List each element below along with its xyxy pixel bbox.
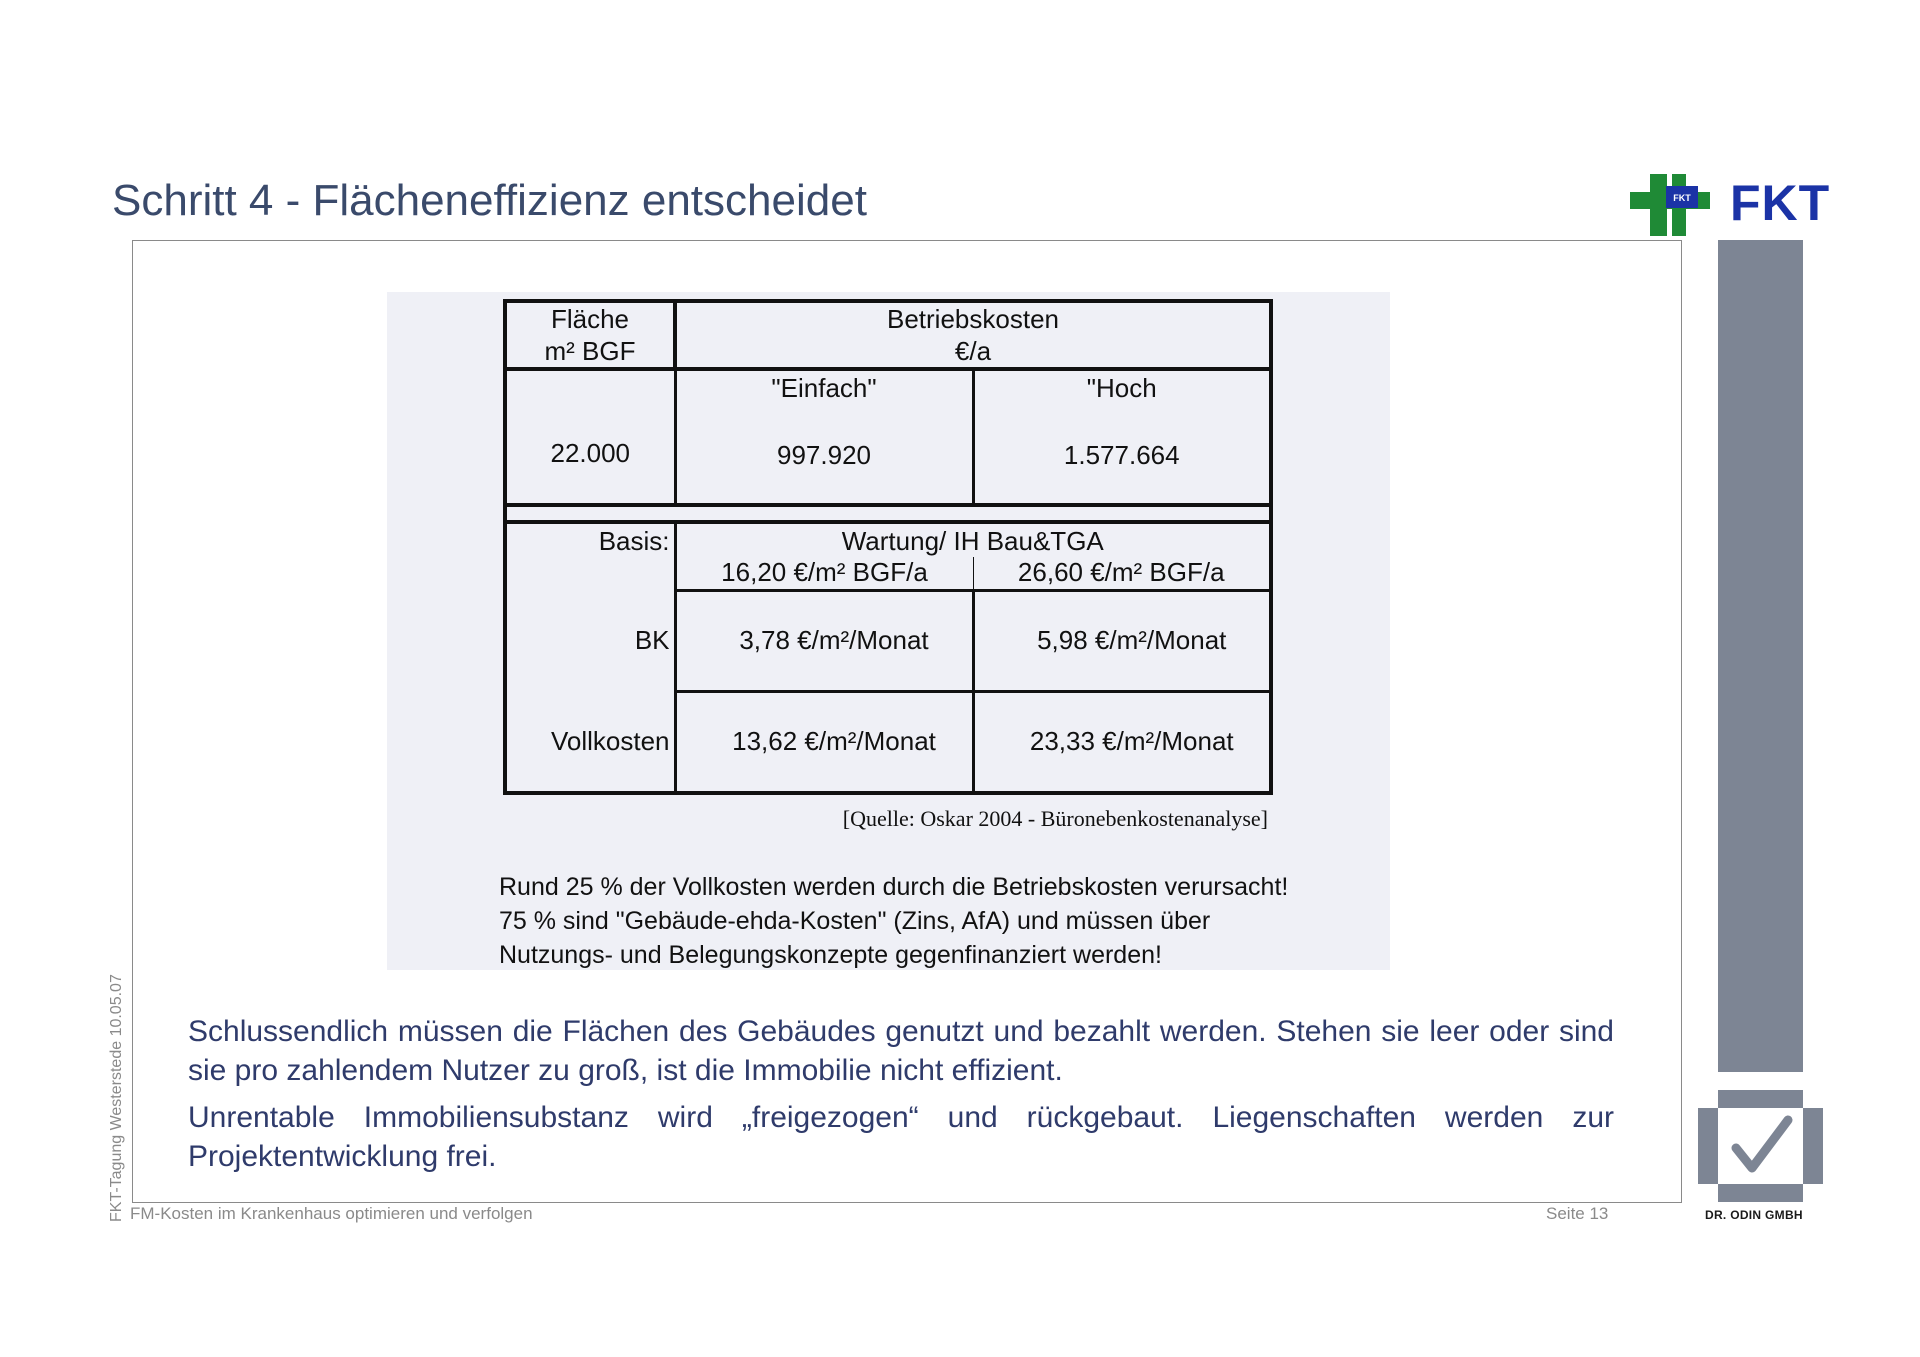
footer-title: FM-Kosten im Krankenhaus optimieren und verfolgen: [130, 1204, 533, 1223]
fkt-logo-text: FKT: [1730, 175, 1831, 231]
page-title: Schritt 4 - Flächeneffizienz entscheidet: [112, 176, 867, 225]
cost-header: Betriebskosten €/a: [675, 301, 1271, 369]
page-number: Seite 13: [1546, 1204, 1609, 1223]
panel-line: Rund 25 % der Vollkosten werden durch die Betriebskosten verursacht!: [499, 873, 1289, 901]
logo-cross-label: FKT: [1673, 193, 1691, 203]
body-paragraph: Unrentable Immobiliensubstanz wird „freigezogen“ und rückgebaut. Liegenschaften werden zur Projektentwicklung frei.: [188, 1101, 1614, 1173]
company-name: DR. ODIN GMBH: [1705, 1208, 1803, 1222]
table-separator: [505, 505, 1271, 522]
simple-value: 997.920: [777, 440, 871, 470]
side-event-label: FKT-Tagung Westerstede 10.05.07: [108, 974, 125, 1222]
area-header: Fläche m² BGF: [505, 301, 675, 369]
high-value: 1.577.664: [1063, 440, 1180, 470]
vollkosten-label: Vollkosten: [505, 691, 675, 793]
panel-line: Nutzungs- und Belegungskonzepte gegenfinanziert werden!: [499, 941, 1162, 969]
bk-label: BK: [505, 590, 675, 691]
vollkosten-high: 23,33 €/m²/Monat: [973, 691, 1271, 793]
basis-simple: 16,20 €/m² BGF/a: [675, 557, 973, 590]
basis-title: Wartung/ IH Bau&TGA: [675, 522, 1271, 557]
panel-line: 75 % sind "Gebäude-ehda-Kosten" (Zins, AfA) und müssen über: [499, 907, 1211, 935]
area-value: 22.000: [505, 369, 675, 505]
high-cell: "Hoch 1.577.664: [973, 369, 1271, 505]
cost-table: [503, 299, 1273, 795]
basis-high: 26,60 €/m² BGF/a: [973, 557, 1271, 590]
side-bar: [1718, 240, 1803, 1072]
simple-cell: "Einfach" 997.920: [675, 369, 973, 505]
body-text: [188, 1012, 1614, 1184]
odin-checkmark-logo: [1698, 1090, 1823, 1202]
body-paragraph: Schlussendlich müssen die Flächen des Gebäudes genutzt und bezahlt werden. Stehen sie leer oder sind sie pro zahlendem Nutzer zu groß, ist die Immobilie nicht effizient.: [188, 1015, 1614, 1087]
source-citation: [Quelle: Oskar 2004 - Büronebenkostenanalyse]: [842, 806, 1268, 831]
check-icon: [1736, 1120, 1788, 1168]
bk-simple: 3,78 €/m²/Monat: [675, 590, 973, 691]
vollkosten-simple: 13,62 €/m²/Monat: [675, 691, 973, 793]
panel-note: [499, 870, 1288, 972]
bk-high: 5,98 €/m²/Monat: [973, 590, 1271, 691]
basis-label: Basis:: [505, 522, 675, 590]
